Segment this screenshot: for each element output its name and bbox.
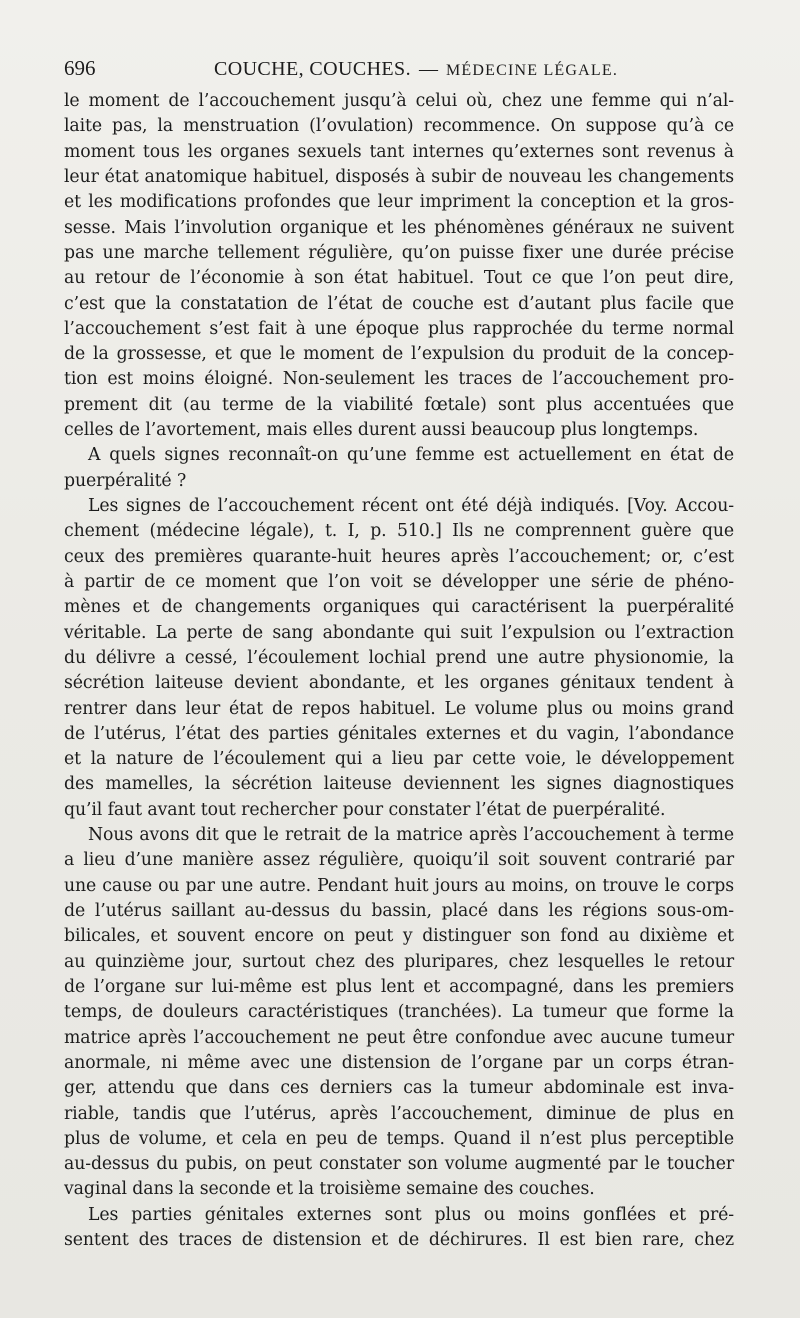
text-line: du délivre a cessé, l’écoulement lochial prend une autre physionomie, la [64,647,734,668]
text-line: laite pas, la menstruation (l’ovulation) recommence. On suppose qu’à ce [64,116,734,137]
text-line: matrice après l’accouchement ne peut être confondue avec aucune tumeur [64,1027,734,1048]
text-line: de la grossesse, et que le moment de l’expulsion du produit de la concep- [64,344,734,365]
text-line: temps, de douleurs caractéristiques (tranchées). La tumeur que forme la [64,1002,734,1023]
text-line: qu’il faut avant tout rechercher pour constater l’état de puerpéralité. [64,799,666,820]
body-text [64,89,734,1253]
text-line: ceux des premières quarante-huit heures après l’accouchement; or, c’est [64,546,734,567]
text-line: des mamelles, la sécrétion laiteuse deviennent les signes diagnostiques [64,774,734,795]
text-line: pas une marche tellement régulière, qu’on puisse fixer une durée précise [64,242,734,263]
text-line: à partir de ce moment que l’on voit se développer une série de phéno- [64,571,734,592]
running-title: COUCHE, COUCHES. [214,58,411,80]
text-line: et la nature de l’écoulement qui a lieu par cette voie, le développement [64,749,734,770]
header-dash: — [418,59,438,80]
text-line: puerpéralité ? [64,470,187,491]
text-line: prement dit (au terme de la viabilité fœtale) sont plus accentuées que [64,394,734,415]
page-number: 696 [64,56,96,80]
text-line: A quels signes reconnaît-on qu’une femme est actuellement en état de [88,445,734,466]
text-line: celles de l’avortement, mais elles durent aussi beaucoup plus longtemps. [64,420,699,441]
text-line: vaginal dans la seconde et la troisième semaine des couches. [64,1179,595,1200]
text-line: au quinzième jour, surtout chez des pluripares, chez lesquelles le retour [64,951,734,972]
text-line: sentent des traces de distension et de déchirures. Il est bien rare, chez [64,1230,734,1251]
text-line: mènes et de changements organiques qui caractérisent la puerpéralité [64,597,734,618]
text-line: plus de volume, et cela en peu de temps. Quand il n’est plus perceptible [64,1128,734,1149]
text-line: riable, tandis que l’utérus, après l’accouchement, diminue de plus en [64,1103,734,1124]
text-line: bilicales, et souvent encore on peut y distinguer son fond au dixième et [64,926,734,947]
text-line: le moment de l’accouchement jusqu’à celui où, chez une femme qui n’al- [64,91,734,111]
text-line: chement (médecine légale), t. I, p. 510.] Ils ne comprennent guère que [64,521,734,542]
page-header [64,56,764,86]
text-line: véritable. La perte de sang abondante qui suit l’expulsion ou l’extraction [64,622,734,643]
text-line: rentrer dans leur état de repos habituel. Le volume plus ou moins grand [64,698,734,719]
text-line: moment tous les organes sexuels tant internes qu’externes sont revenus à [64,141,734,162]
text-line: tion est moins éloigné. Non-seulement les traces de l’accouchement pro- [64,369,734,390]
text-line: Nous avons dit que le retrait de la matrice après l’accouchement à terme [88,825,734,846]
text-line: sesse. Mais l’involution organique et les phénomènes généraux ne suivent [64,217,734,238]
text-line: une cause ou par une autre. Pendant huit jours au moins, on trouve le corps [64,875,734,896]
text-line: Les parties génitales externes sont plus ou moins gonflées et pré- [88,1204,734,1225]
text-line: au-dessus du pubis, on peut constater son volume augmenté par le toucher [64,1154,734,1175]
text-line: anormale, ni même avec une distension de l’organe par un corps étran- [64,1052,734,1073]
text-line: a lieu d’une manière assez régulière, quoiqu’il soit souvent contrarié par [64,850,734,871]
text-line: sécrétion laiteuse devient abondante, et les organes génitaux tendent à [64,673,734,694]
text-line: au retour de l’économie à son état habituel. Tout ce que l’on peut dire, [64,268,734,289]
text-line: et les modifications profondes que leur impriment la conception et la gros- [64,192,734,213]
text-line: ger, attendu que dans ces derniers cas la tumeur abdominale est inva- [64,1078,734,1099]
text-line: l’accouchement s’est fait à une époque plus rapprochée du terme normal [64,318,734,339]
text-line: Les signes de l’accouchement récent ont été déjà indiqués. [Voy. Accou- [88,496,734,516]
text-line: de l’organe sur lui-même est plus lent et accompagné, dans les premiers [64,976,734,997]
text-line: de l’utérus, l’état des parties génitales externes et du vagin, l’abondance [64,723,734,744]
text-line: de l’utérus saillant au-dessus du bassin, placé dans les régions sous-om- [64,901,734,921]
section-title: MÉDECINE LÉGALE. [445,62,619,79]
text-line: leur état anatomique habituel, disposés à subir de nouveau les changements [64,166,734,187]
text-line: c’est que la constatation de l’état de couche est d’autant plus facile que [64,293,734,314]
